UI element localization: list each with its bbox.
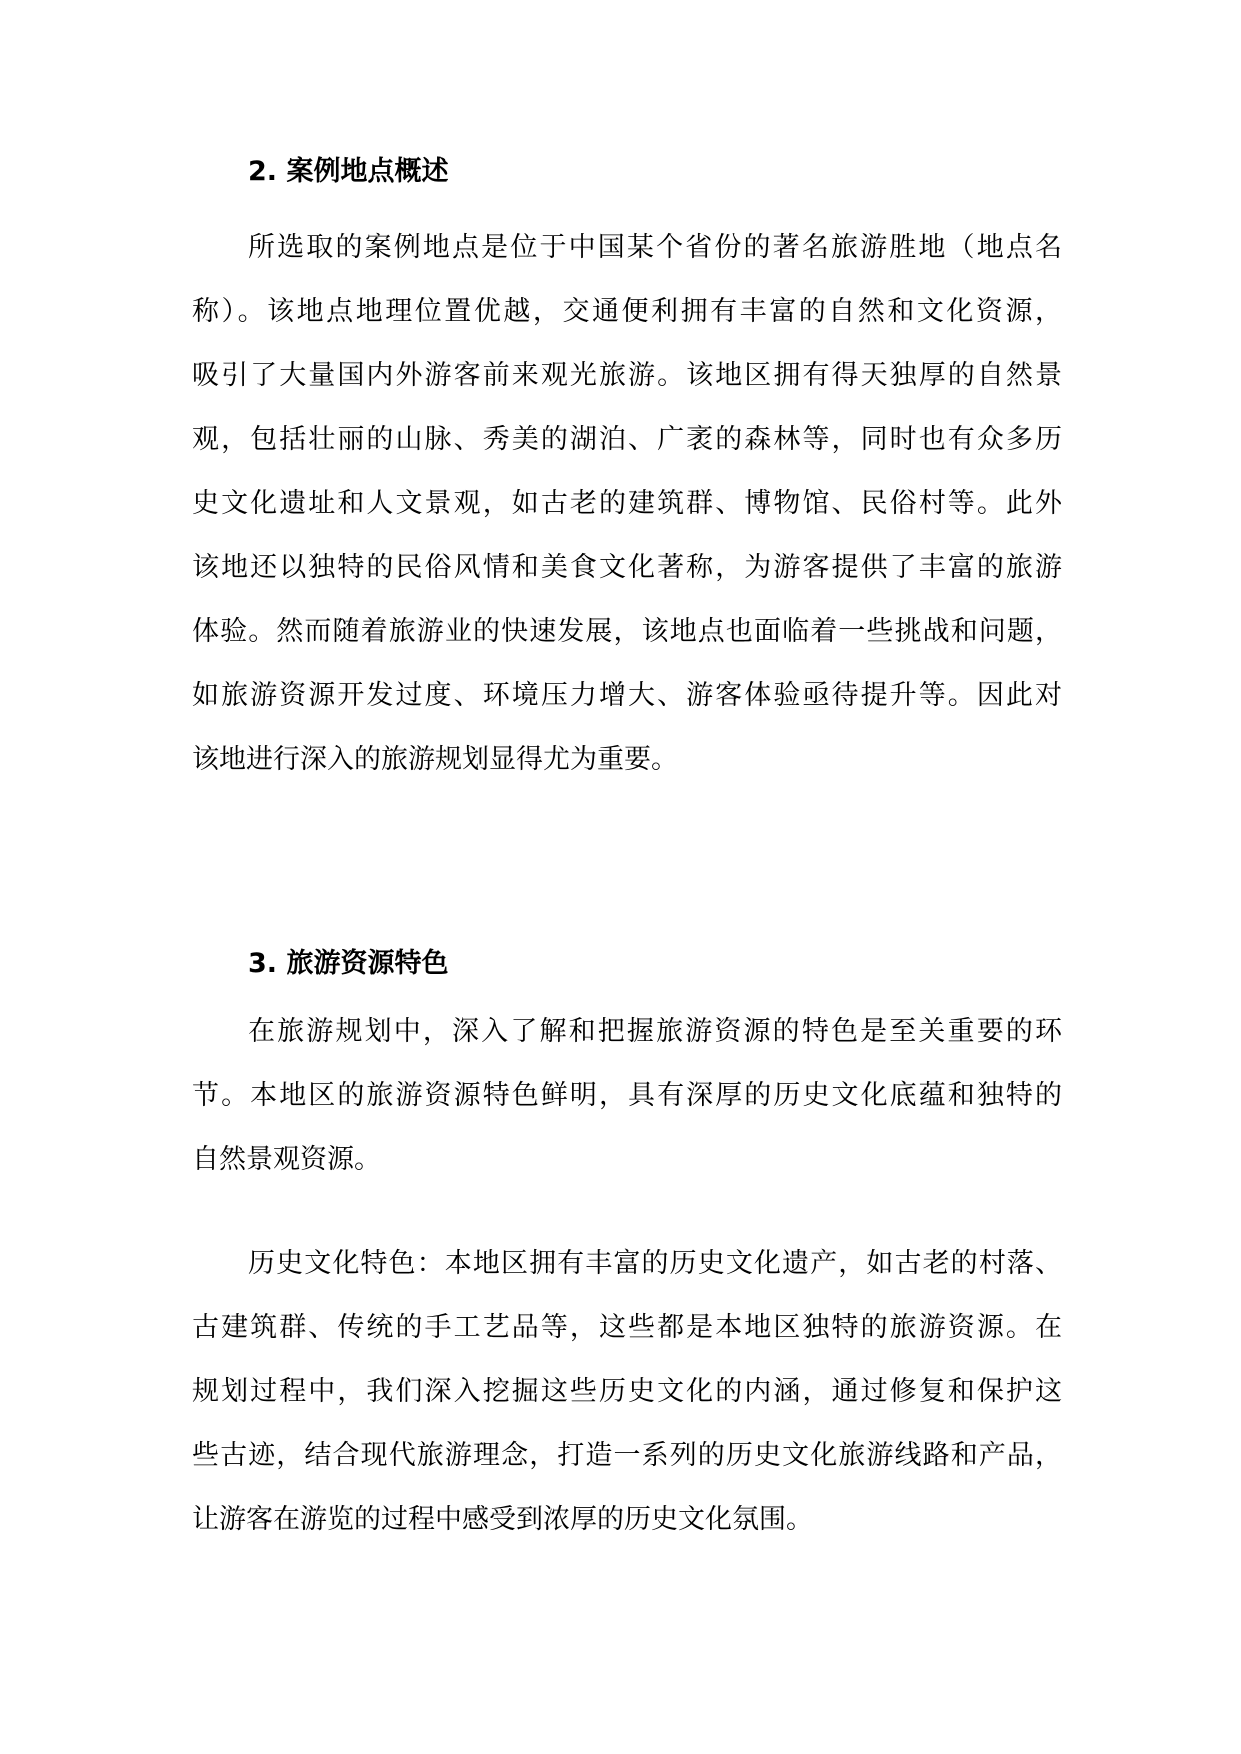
section-heading-3: 3. 旅游资源特色 xyxy=(248,948,449,979)
paragraph-line: 体验。然而随着旅游业的快速发展，该地点也面临着一些挑战和问题， xyxy=(192,616,1062,647)
paragraph-line: 些古迹，结合现代旅游理念，打造一系列的历史文化旅游线路和产品， xyxy=(192,1440,1062,1471)
paragraph-line: 吸引了大量国内外游客前来观光旅游。该地区拥有得天独厚的自然景 xyxy=(192,360,1062,391)
paragraph-line: 规划过程中，我们深入挖掘这些历史文化的内涵，通过修复和保护这 xyxy=(192,1376,1062,1407)
paragraph-historical-culture xyxy=(192,1232,1062,1552)
paragraph-line: 如旅游资源开发过度、环境压力增大、游客体验亟待提升等。因此对 xyxy=(192,680,1062,711)
paragraph-resource-features xyxy=(192,1000,1062,1192)
paragraph-line: 古建筑群、传统的手工艺品等，这些都是本地区独特的旅游资源。在 xyxy=(192,1312,1062,1343)
paragraph-line: 节。本地区的旅游资源特色鲜明，具有深厚的历史文化底蕴和独特的 xyxy=(192,1080,1062,1111)
paragraph-line: 在旅游规划中，深入了解和把握旅游资源的特色是至关重要的环 xyxy=(248,1016,1062,1047)
paragraph-line: 史文化遗址和人文景观，如古老的建筑群、博物馆、民俗村等。此外 xyxy=(192,488,1062,519)
paragraph-line: 称）。该地点地理位置优越，交通便利拥有丰富的自然和文化资源， xyxy=(192,296,1062,327)
paragraph-line: 该地进行深入的旅游规划显得尤为重要。 xyxy=(192,744,678,775)
paragraph-line: 所选取的案例地点是位于中国某个省份的著名旅游胜地（地点名 xyxy=(248,232,1062,263)
paragraph-line: 该地还以独特的民俗风情和美食文化著称，为游客提供了丰富的旅游 xyxy=(192,552,1062,583)
section-heading-2: 2. 案例地点概述 xyxy=(248,156,449,187)
paragraph-line: 观，包括壮丽的山脉、秀美的湖泊、广袤的森林等，同时也有众多历 xyxy=(192,424,1062,455)
paragraph-case-overview xyxy=(192,216,1062,792)
paragraph-line: 让游客在游览的过程中感受到浓厚的历史文化氛围。 xyxy=(192,1504,813,1535)
paragraph-line: 自然景观资源。 xyxy=(192,1144,381,1175)
paragraph-line: 历史文化特色：本地区拥有丰富的历史文化遗产，如古老的村落、 xyxy=(248,1248,1062,1279)
